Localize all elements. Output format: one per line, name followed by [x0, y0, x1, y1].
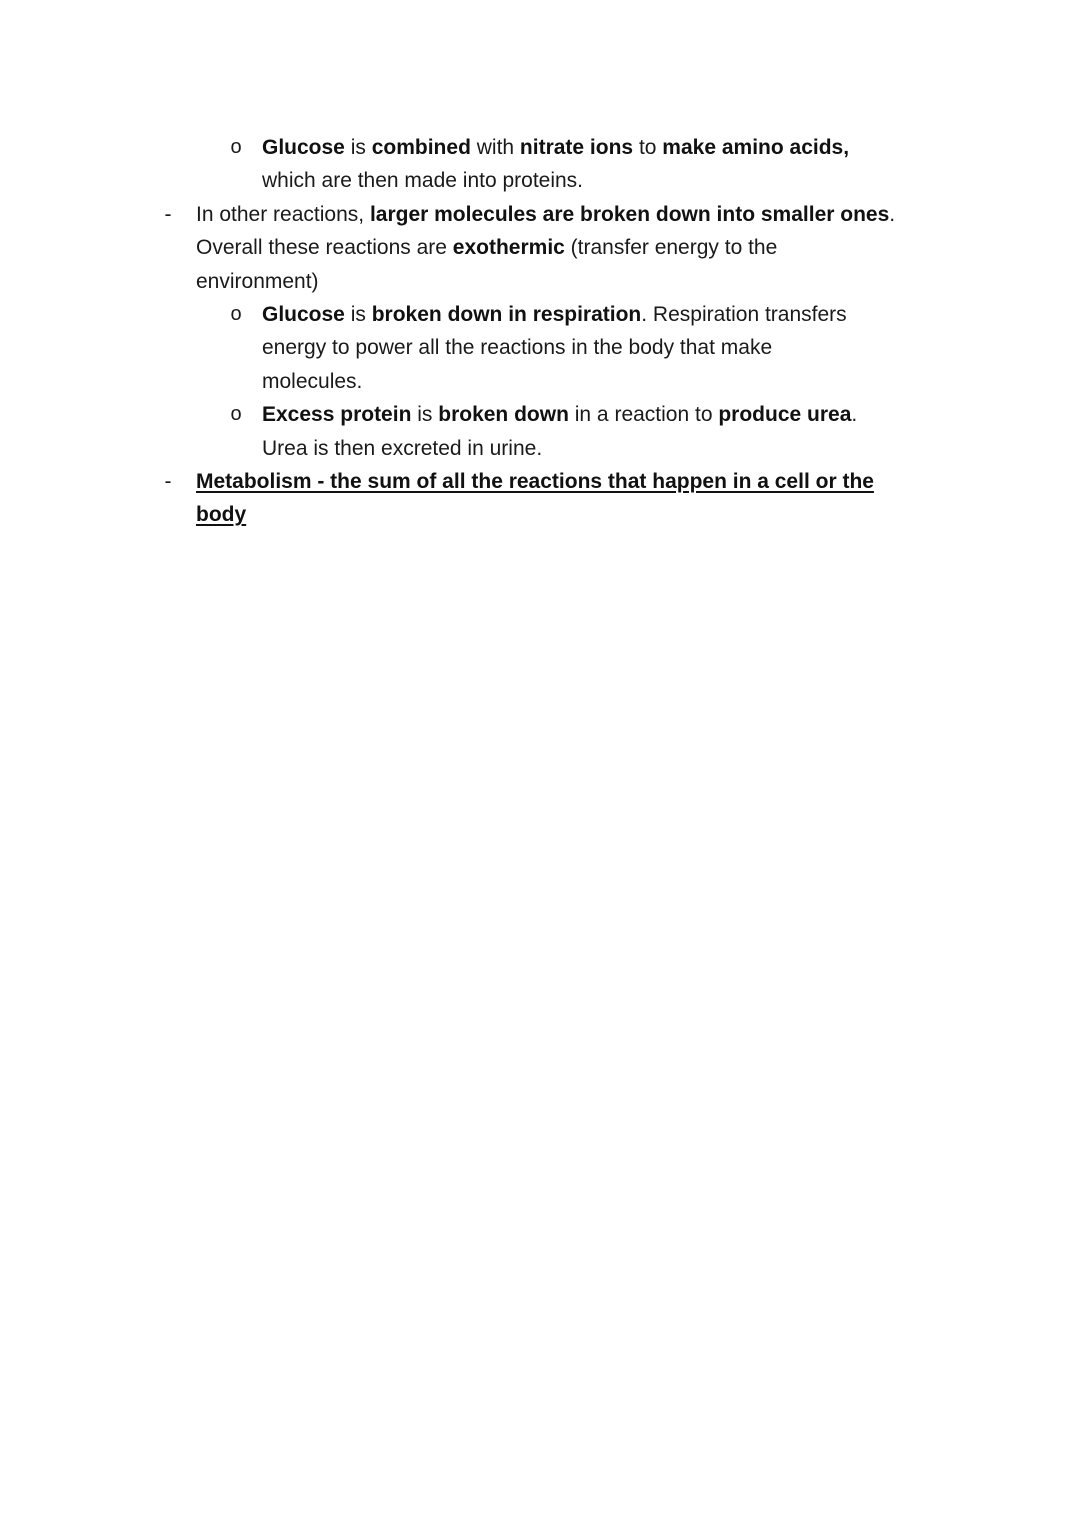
- sub-bullet-continuation: which are then made into proteins.: [262, 169, 584, 193]
- sub-bullet-urea: [0, 398, 1080, 431]
- bullet-text: Glucose is combined with nitrate ions to make amino acids,: [262, 136, 850, 159]
- sub-bullet-continuation: energy to power all the reactions in the body that make: [262, 336, 773, 360]
- bullet-breakdown: [0, 198, 1080, 231]
- bullet-continuation: body: [196, 503, 247, 527]
- bullet-text: In other reactions, larger molecules are broken down into smaller ones.: [196, 202, 896, 226]
- dash-bullet: -: [164, 202, 172, 226]
- sub-bullet-continuation: Urea is then excreted in urine.: [262, 436, 543, 460]
- bullet-metabolism-definition: [0, 465, 1080, 498]
- circle-bullet: o: [230, 136, 242, 158]
- sub-bullet-amino-acids: [0, 131, 1080, 164]
- circle-bullet: o: [230, 302, 242, 325]
- notes-content: [0, 131, 1080, 532]
- sub-bullet-continuation: molecules.: [262, 369, 363, 393]
- dash-bullet: -: [164, 469, 172, 493]
- circle-bullet: o: [230, 403, 242, 426]
- bullet-text: Glucose is broken down in respiration. Respiration transfers: [262, 302, 847, 326]
- definition-text: Metabolism - the sum of all the reactions that happen in a cell or the: [196, 469, 874, 493]
- bullet-continuation: environment): [196, 269, 319, 293]
- bullet-text: Excess protein is broken down in a reaction to produce urea.: [262, 403, 858, 427]
- sub-bullet-respiration: [0, 298, 1080, 331]
- bullet-continuation: Overall these reactions are exothermic (transfer energy to the: [196, 236, 778, 260]
